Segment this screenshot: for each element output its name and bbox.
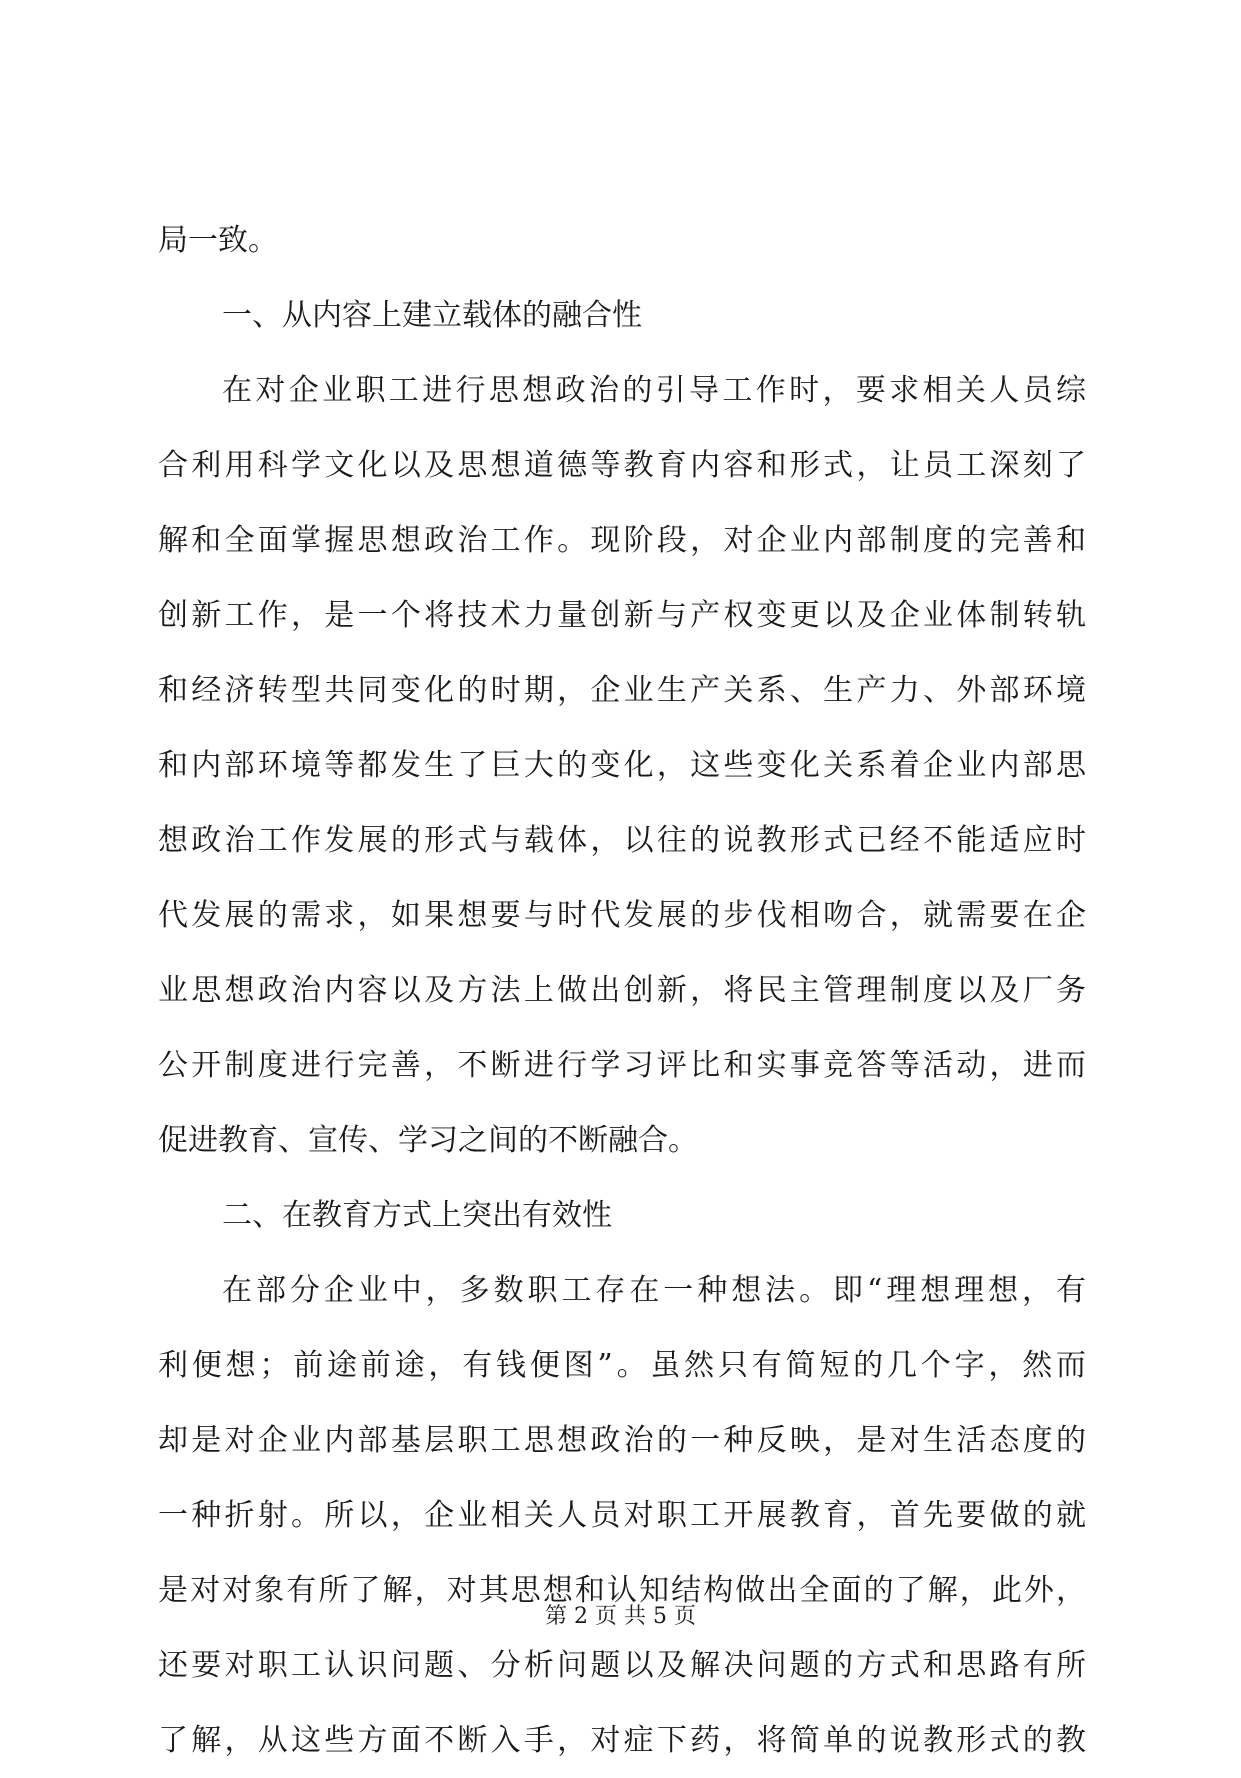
body-text — [158, 203, 1086, 1778]
text-line: 了解，从这些方面不断入手，对症下药，将简单的说教形式的教 — [158, 1723, 1086, 1758]
text-line: 在对企业职工进行思想政治的引导工作时，要求相关人员综 — [222, 373, 1086, 408]
text-line: 还要对职工认识问题、分析问题以及解决问题的方式和思路有所 — [158, 1648, 1086, 1683]
text-line: 和内部环境等都发生了巨大的变化，这些变化关系着企业内部思 — [158, 748, 1086, 783]
text-line: 解和全面掌握思想政治工作。现阶段，对企业内部制度的完善和 — [158, 523, 1086, 558]
text-line: 促进教育、宣传、学习之间的不断融合。 — [158, 1123, 698, 1158]
text-line: 一种折射。所以，企业相关人员对职工开展教育，首先要做的就 — [158, 1498, 1086, 1533]
text-line: 在部分企业中，多数职工存在一种想法。即“理想理想，有 — [222, 1273, 1086, 1308]
text-line: 想政治工作发展的形式与载体，以往的说教形式已经不能适应时 — [158, 823, 1086, 858]
text-line: 公开制度进行完善，不断进行学习评比和实事竞答等活动，进而 — [158, 1048, 1086, 1083]
section-heading: 一、从内容上建立载体的融合性 — [222, 298, 642, 333]
text-line: 却是对企业内部基层职工思想政治的一种反映，是对生活态度的 — [158, 1423, 1086, 1458]
page-footer: 第 2 页 共 5 页 — [545, 1604, 696, 1629]
text-line: 是对对象有所了解，对其思想和认知结构做出全面的了解，此外， — [158, 1573, 1086, 1608]
text-line: 代发展的需求，如果想要与时代发展的步伐相吻合，就需要在企 — [158, 898, 1086, 933]
text-line: 合利用科学文化以及思想道德等教育内容和形式，让员工深刻了 — [158, 448, 1086, 483]
text-line: 业思想政治内容以及方法上做出创新，将民主管理制度以及厂务 — [158, 973, 1086, 1008]
text-line: 利便想；前途前途，有钱便图”。虽然只有简短的几个字，然而 — [158, 1348, 1086, 1383]
section-heading: 二、在教育方式上突出有效性 — [222, 1198, 612, 1233]
text-line: 创新工作，是一个将技术力量创新与产权变更以及企业体制转轨 — [158, 598, 1086, 633]
text-line: 局一致。 — [158, 223, 278, 258]
text-line: 和经济转型共同变化的时期，企业生产关系、生产力、外部环境 — [158, 673, 1086, 708]
